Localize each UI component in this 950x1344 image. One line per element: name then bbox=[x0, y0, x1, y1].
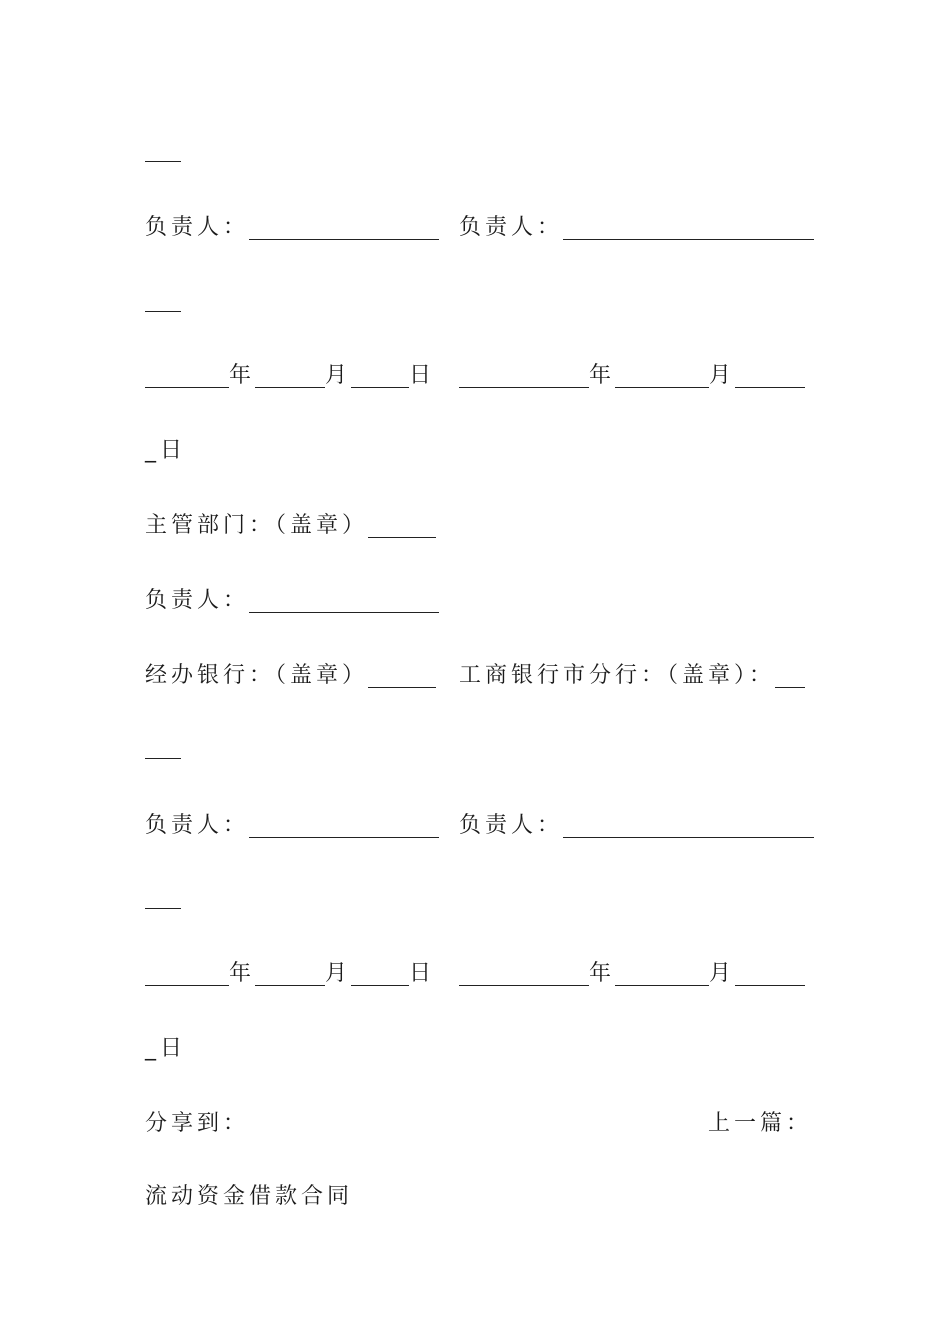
month-label: 月 bbox=[709, 961, 736, 986]
person-in-charge-row bbox=[145, 586, 805, 616]
year-blank bbox=[459, 963, 589, 986]
day-blank bbox=[351, 365, 409, 388]
person-in-charge-label: 负责人： bbox=[459, 215, 564, 240]
person-in-charge-label: 负责人： bbox=[459, 813, 564, 838]
month-blank bbox=[615, 365, 709, 388]
person-in-charge-label: 负责人： bbox=[145, 588, 250, 613]
icbc-branch-blank bbox=[775, 665, 805, 688]
person-in-charge-label: 负责人： bbox=[145, 215, 250, 240]
year-label: 年 bbox=[229, 961, 256, 986]
year-label: 年 bbox=[229, 363, 256, 388]
day-blank bbox=[351, 963, 409, 986]
person-in-charge-blank bbox=[563, 815, 814, 838]
signature-line-continuation bbox=[145, 908, 181, 909]
year-blank bbox=[145, 365, 229, 388]
day-label: 日 bbox=[409, 961, 436, 986]
year-blank bbox=[145, 963, 229, 986]
month-blank bbox=[615, 963, 709, 986]
year-label: 年 bbox=[589, 961, 616, 986]
signature-line-continuation bbox=[145, 161, 181, 162]
signature-line-continuation bbox=[145, 758, 181, 759]
date-row bbox=[145, 361, 805, 391]
person-in-charge-row bbox=[145, 811, 805, 841]
signature-line-continuation bbox=[145, 311, 181, 312]
year-label: 年 bbox=[589, 363, 616, 388]
footer-row bbox=[145, 1109, 813, 1139]
person-in-charge-blank bbox=[249, 815, 439, 838]
day-label: 日 bbox=[409, 363, 436, 388]
day-tail-label: _日 bbox=[145, 1036, 187, 1061]
person-in-charge-row bbox=[145, 213, 805, 243]
supervisor-label: 主管部门：（盖章） bbox=[145, 513, 369, 538]
supervisor-row bbox=[145, 511, 805, 541]
month-label: 月 bbox=[325, 363, 352, 388]
date-row bbox=[145, 959, 805, 989]
handling-bank-label: 经办银行：（盖章） bbox=[145, 663, 369, 688]
icbc-branch-label: 工商银行市分行：（盖章）： bbox=[459, 663, 776, 688]
month-label: 月 bbox=[325, 961, 352, 986]
person-in-charge-blank bbox=[249, 590, 439, 613]
bank-row bbox=[145, 661, 805, 691]
prev-article-link[interactable]: 流动资金借款合同 bbox=[145, 1184, 354, 1209]
person-in-charge-blank bbox=[249, 217, 439, 240]
person-in-charge-label: 负责人： bbox=[145, 813, 250, 838]
share-label: 分享到： bbox=[145, 1111, 250, 1136]
person-in-charge-blank bbox=[563, 217, 814, 240]
day-tail-label: _日 bbox=[145, 438, 187, 463]
prev-article-row bbox=[145, 1182, 805, 1212]
month-blank bbox=[255, 963, 325, 986]
supervisor-blank bbox=[368, 515, 436, 538]
prev-article-label: 上一篇： bbox=[708, 1111, 813, 1136]
month-label: 月 bbox=[709, 363, 736, 388]
day-tail-row bbox=[145, 436, 805, 466]
day-tail-row bbox=[145, 1034, 805, 1064]
handling-bank-blank bbox=[368, 665, 436, 688]
day-blank bbox=[735, 963, 805, 986]
month-blank bbox=[255, 365, 325, 388]
year-blank bbox=[459, 365, 589, 388]
day-blank bbox=[735, 365, 805, 388]
